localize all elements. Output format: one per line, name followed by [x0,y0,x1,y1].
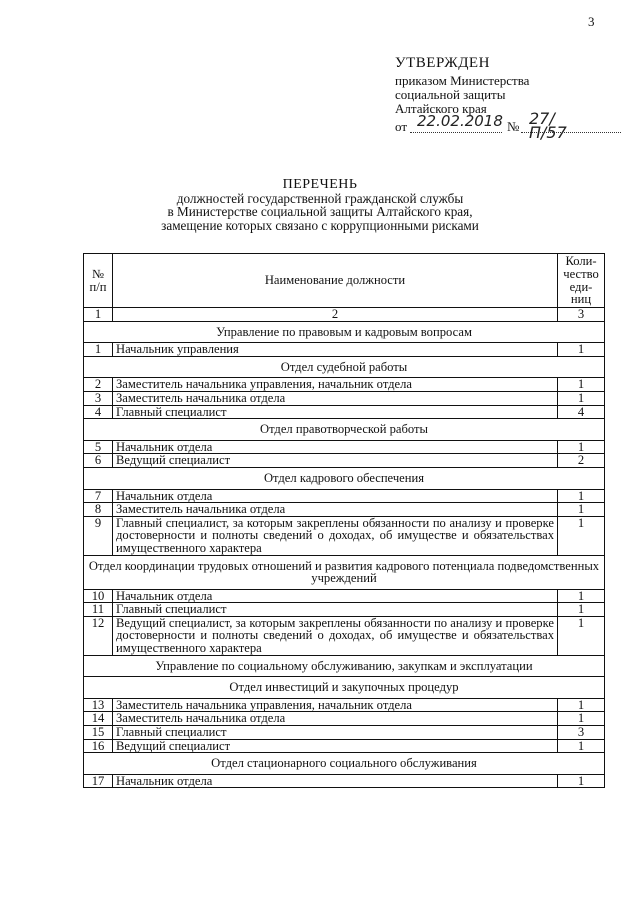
table-row [84,774,605,788]
date-prefix: от [395,119,408,134]
row-number: 10 [84,589,113,603]
table-row [84,589,605,603]
section-title: Отдел правотворческой работы [84,419,605,441]
column-number: 1 [84,308,113,322]
table-row [84,739,605,753]
number-handwritten: 27/П/57 [529,109,567,142]
position-count: 1 [558,489,605,503]
table-header-row [84,254,605,308]
position-count: 3 [558,726,605,740]
column-number: 2 [113,308,558,322]
position-name: Ведущий специалист [113,739,558,753]
position-count: 2 [558,454,605,468]
table-row [84,503,605,517]
row-number: 5 [84,440,113,454]
approval-title: УТВЕРЖДЕН [395,55,490,71]
date-underline [410,132,502,133]
position-name: Начальник отдела [113,774,558,788]
section-title: Управление по социальному обслуживанию, закупкам и эксплуатации [84,655,605,677]
position-name: Начальник отдела [113,440,558,454]
table-body [84,321,605,788]
section-title: Отдел судебной работы [84,356,605,378]
section-row [84,419,605,441]
section-row [84,753,605,775]
position-count: 1 [558,391,605,405]
position-name: Главный специалист [113,405,558,419]
table-row [84,603,605,617]
section-title: Отдел координации трудовых отношений и развития кадрового потенциала подведомственных учреждений [84,555,605,589]
table-row [84,489,605,503]
position-name: Главный специалист [113,603,558,617]
position-count: 4 [558,405,605,419]
row-number: 9 [84,516,113,555]
position-count: 1 [558,440,605,454]
row-number: 7 [84,489,113,503]
position-name: Начальник управления [113,343,558,357]
position-name: Ведущий специалист [113,454,558,468]
position-name: Заместитель начальника управления, начальник отдела [113,698,558,712]
section-row [84,356,605,378]
position-name: Заместитель начальника отдела [113,391,558,405]
table-row [84,712,605,726]
date-handwritten: 22.02.2018 [417,112,503,130]
position-count: 1 [558,503,605,517]
row-number: 4 [84,405,113,419]
row-number: 1 [84,343,113,357]
position-name: Начальник отдела [113,489,558,503]
position-name: Ведущий специалист, за которым закреплены обязанности по анализу и проверке достоверности и полноты сведений о доходах, об имуществе и обязательствах имущественного характера [113,616,558,655]
position-count: 1 [558,378,605,392]
row-number: 16 [84,739,113,753]
position-count: 1 [558,589,605,603]
section-title: Отдел стационарного социального обслуживания [84,753,605,775]
table-row [84,378,605,392]
position-count: 1 [558,712,605,726]
table-row [84,391,605,405]
approval-line: Алтайского края [395,101,487,116]
table-row [84,516,605,555]
approval-line: приказом Министерства [395,73,530,88]
column-number-row [84,308,605,322]
row-number: 13 [84,698,113,712]
position-count: 1 [558,343,605,357]
table-row [84,726,605,740]
section-title: Отдел инвестиций и закупочных процедур [84,677,605,699]
row-number: 8 [84,503,113,517]
position-count: 1 [558,739,605,753]
section-row [84,655,605,677]
table-row [84,698,605,712]
row-number: 17 [84,774,113,788]
position-count: 1 [558,516,605,555]
table-row [84,454,605,468]
number-prefix: № [507,119,520,134]
column-number: 3 [558,308,605,322]
position-count: 1 [558,774,605,788]
approval-date-line [395,109,567,142]
section-row [84,677,605,699]
position-name: Главный специалист, за которым закреплены обязанности по анализу и проверке достоверности и полноты сведений о доходах, об имуществе и обязательствах имущественного характера [113,516,558,555]
position-count: 1 [558,616,605,655]
table-row [84,405,605,419]
row-number: 6 [84,454,113,468]
position-name: Начальник отдела [113,589,558,603]
section-row [84,321,605,343]
position-name: Заместитель начальника отдела [113,712,558,726]
section-title: Отдел кадрового обеспечения [84,467,605,489]
section-row [84,555,605,589]
row-number: 12 [84,616,113,655]
page-number: 3 [588,14,595,29]
approval-stamp [395,55,567,142]
row-number: 14 [84,712,113,726]
header-count: Коли-чество еди-ниц [558,254,605,308]
header-name: Наименование должности [113,254,558,308]
section-title: Управление по правовым и кадровым вопросам [84,321,605,343]
row-number: 15 [84,726,113,740]
header-num: № п/п [84,254,113,308]
approval-line: социальной защиты [395,87,506,102]
table-row [84,440,605,454]
section-row [84,467,605,489]
row-number: 3 [84,391,113,405]
document-subtitle-line: замещение которых связано с коррупционными рисками [161,217,479,233]
position-name: Заместитель начальника отдела [113,503,558,517]
position-count: 1 [558,698,605,712]
position-count: 1 [558,603,605,617]
positions-table [83,253,605,788]
table-row [84,616,605,655]
row-number: 2 [84,378,113,392]
document-heading [120,178,520,232]
position-name: Заместитель начальника управления, начальник отдела [113,378,558,392]
document-title: ПЕРЕЧЕНЬ [282,177,358,192]
row-number: 11 [84,603,113,617]
table-row [84,343,605,357]
document-subtitle-line: должностей государственной гражданской службы [176,190,464,206]
position-name: Главный специалист [113,726,558,740]
document-subtitle-line: в Министерстве социальной защиты Алтайского края, [167,204,473,219]
